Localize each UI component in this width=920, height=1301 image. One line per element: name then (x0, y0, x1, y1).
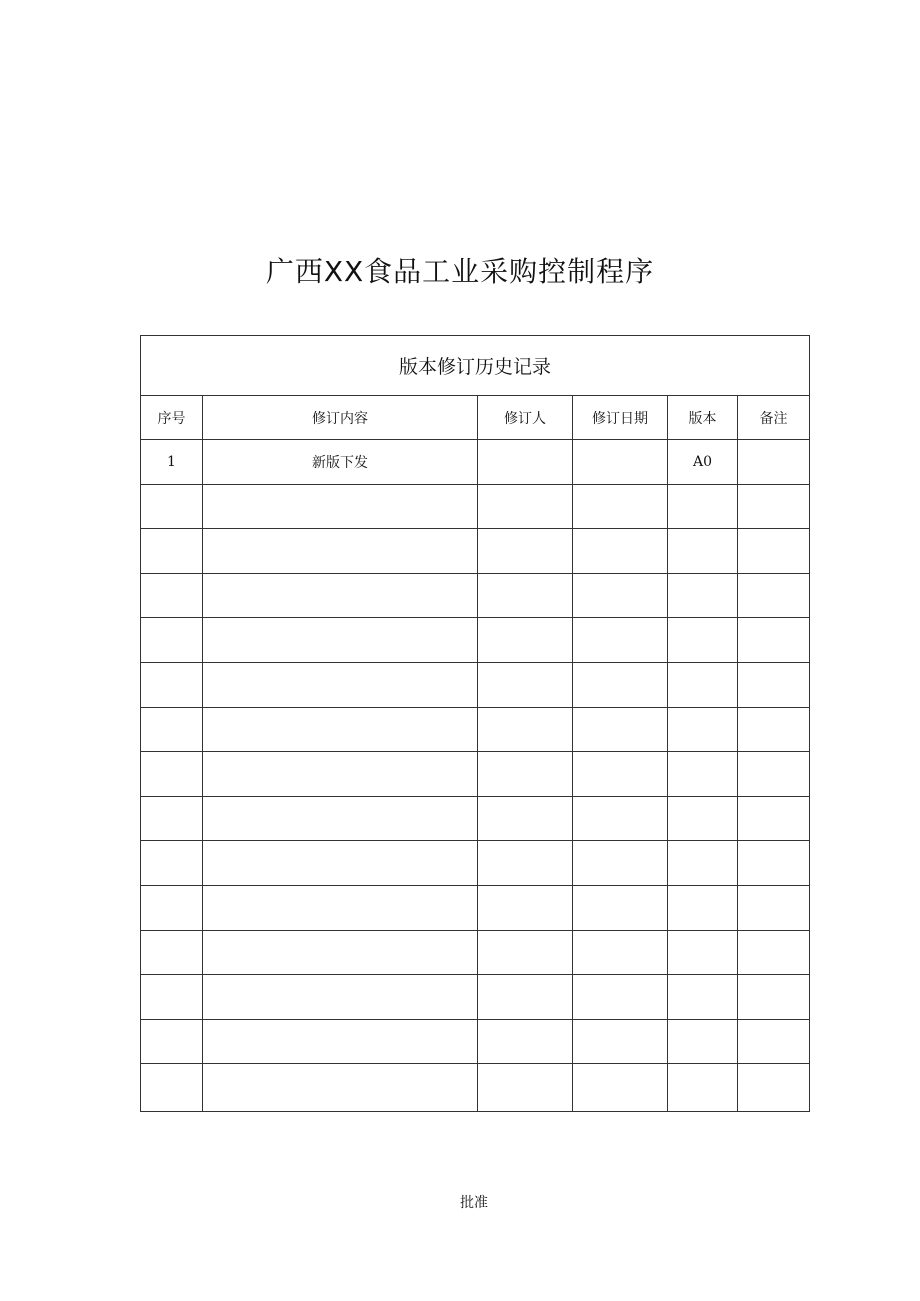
cell-reviser (478, 573, 573, 618)
cell-reviser (478, 484, 573, 529)
cell-content (203, 841, 478, 886)
revision-table-caption: 版本修订历史记录 (141, 336, 810, 396)
cell-seq (141, 707, 203, 752)
cell-date (573, 841, 668, 886)
cell-seq (141, 885, 203, 930)
cell-remarks (738, 975, 810, 1020)
cell-reviser (478, 529, 573, 574)
cell-version (668, 707, 738, 752)
cell-remarks (738, 484, 810, 529)
cell-remarks (738, 885, 810, 930)
cell-remarks (738, 930, 810, 975)
table-row (141, 975, 810, 1020)
cell-version (668, 975, 738, 1020)
cell-remarks (738, 662, 810, 707)
cell-version (668, 529, 738, 574)
table-row (141, 1064, 810, 1112)
cell-date (573, 707, 668, 752)
cell-remarks (738, 841, 810, 886)
cell-reviser (478, 796, 573, 841)
cell-date (573, 484, 668, 529)
cell-version (668, 1064, 738, 1112)
cell-date (573, 885, 668, 930)
column-header-seq: 序号 (141, 396, 203, 440)
table-row (141, 752, 810, 797)
cell-content (203, 975, 478, 1020)
cell-seq (141, 841, 203, 886)
cell-seq: 1 (141, 440, 203, 485)
column-header-version: 版本 (668, 396, 738, 440)
cell-reviser (478, 618, 573, 663)
cell-version (668, 885, 738, 930)
cell-date (573, 975, 668, 1020)
cell-date (573, 573, 668, 618)
cell-version: A0 (668, 440, 738, 485)
table-row (141, 618, 810, 663)
cell-version (668, 930, 738, 975)
column-header-remarks: 备注 (738, 396, 810, 440)
cell-reviser (478, 1064, 573, 1112)
table-row (141, 796, 810, 841)
cell-version (668, 752, 738, 797)
table-row (141, 529, 810, 574)
cell-content (203, 752, 478, 797)
cell-content (203, 484, 478, 529)
cell-remarks (738, 1019, 810, 1064)
cell-remarks (738, 752, 810, 797)
cell-date (573, 930, 668, 975)
cell-seq (141, 529, 203, 574)
revision-history-table (140, 335, 810, 1112)
cell-seq (141, 930, 203, 975)
cell-version (668, 662, 738, 707)
cell-remarks (738, 440, 810, 485)
cell-content (203, 573, 478, 618)
cell-date (573, 752, 668, 797)
cell-version (668, 1019, 738, 1064)
cell-content (203, 796, 478, 841)
cell-content (203, 1019, 478, 1064)
cell-date (573, 1019, 668, 1064)
cell-content (203, 662, 478, 707)
table-header-row (141, 396, 810, 440)
column-header-reviser: 修订人 (478, 396, 573, 440)
cell-reviser (478, 1019, 573, 1064)
cell-seq (141, 752, 203, 797)
table-row (141, 841, 810, 886)
cell-reviser (478, 975, 573, 1020)
cell-date (573, 618, 668, 663)
cell-version (668, 573, 738, 618)
table-row (141, 885, 810, 930)
table-row (141, 484, 810, 529)
cell-content (203, 930, 478, 975)
cell-reviser (478, 930, 573, 975)
cell-version (668, 841, 738, 886)
column-header-content: 修订内容 (203, 396, 478, 440)
table-row (141, 573, 810, 618)
cell-seq (141, 484, 203, 529)
cell-version (668, 484, 738, 529)
cell-content (203, 529, 478, 574)
cell-date (573, 440, 668, 485)
table-row (141, 662, 810, 707)
cell-content (203, 885, 478, 930)
cell-reviser (478, 885, 573, 930)
approve-label: 批准 (460, 1195, 488, 1211)
cell-seq (141, 618, 203, 663)
cell-content (203, 618, 478, 663)
cell-reviser (478, 707, 573, 752)
cell-date (573, 529, 668, 574)
cell-remarks (738, 796, 810, 841)
cell-seq (141, 573, 203, 618)
cell-remarks (738, 529, 810, 574)
cell-content: 新版下发 (203, 440, 478, 485)
cell-version (668, 796, 738, 841)
cell-reviser (478, 841, 573, 886)
cell-date (573, 662, 668, 707)
cell-remarks (738, 573, 810, 618)
table-row (141, 930, 810, 975)
cell-remarks (738, 618, 810, 663)
cell-seq (141, 796, 203, 841)
table-row (141, 440, 810, 485)
column-header-date: 修订日期 (573, 396, 668, 440)
revision-table-body (141, 440, 810, 1112)
table-row (141, 1019, 810, 1064)
cell-remarks (738, 707, 810, 752)
cell-seq (141, 975, 203, 1020)
cell-content (203, 1064, 478, 1112)
table-row (141, 707, 810, 752)
cell-seq (141, 662, 203, 707)
document-title: 广西XX食品工业采购控制程序 (265, 255, 655, 288)
cell-version (668, 618, 738, 663)
cell-remarks (738, 1064, 810, 1112)
cell-content (203, 707, 478, 752)
cell-reviser (478, 440, 573, 485)
cell-date (573, 1064, 668, 1112)
cell-seq (141, 1064, 203, 1112)
cell-reviser (478, 662, 573, 707)
cell-reviser (478, 752, 573, 797)
cell-date (573, 796, 668, 841)
cell-seq (141, 1019, 203, 1064)
